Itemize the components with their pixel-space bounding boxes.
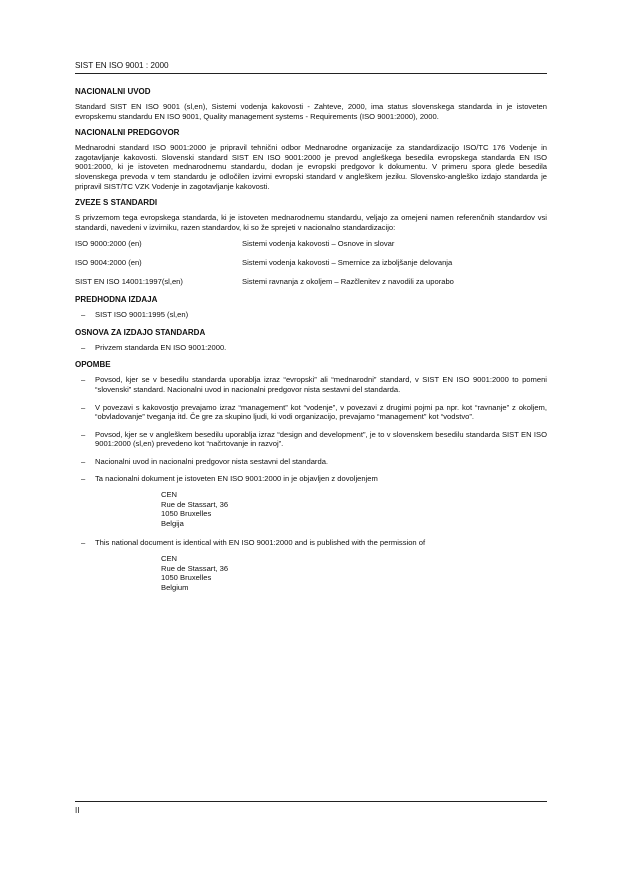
running-header: SIST EN ISO 9001 : 2000 xyxy=(75,61,169,70)
address-line: 1050 Bruxelles xyxy=(161,573,212,583)
page-number: II xyxy=(75,806,80,815)
section-title-opombe: OPOMBE xyxy=(75,360,111,370)
address-line: Rue de Stassart, 36 xyxy=(161,563,229,573)
standard-title: Sistemi vodenja kakovosti – Smernice za izboljšanje delovanja xyxy=(242,257,453,267)
opombe-list-en xyxy=(75,538,547,548)
address-line: Belgium xyxy=(161,582,189,592)
header-rule xyxy=(75,73,547,74)
list-item: – SIST ISO 9001:1995 (sl,en) xyxy=(75,310,547,320)
section-title-predgovor: NACIONALNI PREDGOVOR xyxy=(75,128,180,138)
standard-title: Sistemi ravnanja z okoljem – Razčlenitev z navodili za uporabo xyxy=(242,276,454,286)
section-text-predgovor: Mednarodni standard ISO 9001:2000 je pripravil tehnični odbor Mednarodne organizacije za standardizacijo ISO/TC 176 Vodenje in zagotavljanje kakovosti. Slovenski standard SIST EN ISO 9001:2000 je prevod angleškega besedila evropskega standarda EN ISO 9001:2000, ki je istoveten mednarodnemu standardu, dodan je evropski predgovor k dokumentu. V primeru spora glede besedila slovenskega prevoda v tem standardu je odločilen izvirni evropski standard v angleškem jeziku. Slovensko-angleško izdajo standarda je pripravil SIST/TC VZK Vodenje in zagotavljanje kakovosti. xyxy=(75,143,547,191)
predhodna-list xyxy=(75,310,547,320)
section-text-uvod: Standard SIST EN ISO 9001 (sl,en), Sistemi vodenja kakovosti - Zahteve, 2000, ima status slovenskega standarda in je istoveten evropskemu standardu EN ISO 9001, Quality management systems - Requirements (ISO 9001:2000), 2000. xyxy=(75,102,547,121)
address-line: Rue de Stassart, 36 xyxy=(161,499,229,509)
osnova-list xyxy=(75,343,547,353)
footer-rule xyxy=(75,801,547,802)
list-item: – Nacionalni uvod in nacionalni predgovor nista sestavni del standarda. xyxy=(75,457,547,467)
section-text-zveze: S privzemom tega evropskega standarda, ki je istoveten mednarodnemu standardu, veljajo za omejeni namen referenčnih standardov vsi standardi, navedeni v izvirniku, razen standardov, ki so že sprejeti v nacionalno standardizacijo: xyxy=(75,213,547,232)
address-line: CEN xyxy=(161,554,178,564)
list-item: – Povsod, kjer se v angleškem besedilu uporablja izraz “design and development”, je to v slovenskem besedilu standarda SIST EN ISO 9001:2000 (sl,en) prevedeno kot “načrtovanje in razvoj”. xyxy=(75,430,547,449)
list-item: – V povezavi s kakovostjo prevajamo izraz “management” kot “vodenje”, v povezavi z drugimi pojmi pa npr. kot “ravnanje” z okoljem, “obvladovanje” tveganja itd. Če gre za skupino ljudi, ki vodi organizacijo, prevajamo “management” kot “vodstvo”. xyxy=(75,403,547,422)
list-item: – This national document is identical with EN ISO 9001:2000 and is published with the permission of xyxy=(75,538,547,548)
list-item: – Povsod, kjer se v besedilu standarda uporablja izraz “evropski” ali “mednarodni” standard, v SIST EN ISO 9001:2000 to pomeni “slovenski” standard. Nacionalni uvod in nacionalni predgovor nista sestavni del standarda. xyxy=(75,375,547,394)
list-item: – Privzem standarda EN ISO 9001:2000. xyxy=(75,343,547,353)
section-title-predhodna: PREDHODNA IZDAJA xyxy=(75,295,158,305)
section-title-zveze: ZVEZE S STANDARDI xyxy=(75,198,158,208)
section-title-uvod: NACIONALNI UVOD xyxy=(75,87,151,96)
address-line: CEN xyxy=(161,490,178,500)
list-item: – Ta nacionalni dokument je istoveten EN ISO 9001:2000 in je objavljen z dovoljenjem xyxy=(75,474,547,484)
opombe-list xyxy=(75,375,547,484)
address-line: Belgija xyxy=(161,518,184,528)
standard-code: ISO 9000:2000 (en) xyxy=(75,239,142,249)
address-block-en xyxy=(75,554,547,592)
table-row xyxy=(75,239,547,249)
standard-code: ISO 9004:2000 (en) xyxy=(75,257,142,267)
table-row xyxy=(75,277,547,287)
address-block-sl xyxy=(75,490,547,528)
standard-title: Sistemi vodenja kakovosti – Osnove in slovar xyxy=(242,239,395,249)
address-line: 1050 Bruxelles xyxy=(161,509,212,519)
page-content xyxy=(75,87,547,602)
reference-standards-table xyxy=(75,239,547,286)
standard-code: SIST EN ISO 14001:1997(sl,en) xyxy=(75,276,183,286)
section-title-osnova: OSNOVA ZA IZDAJO STANDARDA xyxy=(75,327,206,337)
table-row xyxy=(75,258,547,268)
